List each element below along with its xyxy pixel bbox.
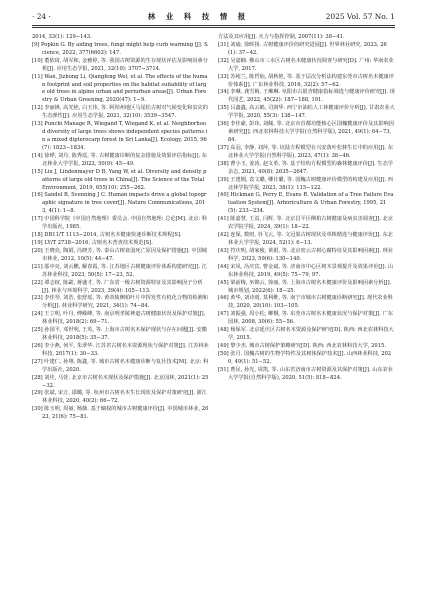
reference-entry: [46] 黄华, 刘诗雨, 莫利维, 等. 南宁市城市古树健康诊断研究[J]. 现代农业科技, 2020, 20(10): 103−105. [218, 295, 393, 310]
reference-entry: [36] 李佳豪, 彭玮, 刘佩, 等. 北京市首都功能核心区国槐健康评价及其影响因素研究[J]. 西北农林科技大学学报(自然科学版), 2021, 49(1): 64−73, 84. [218, 121, 394, 143]
reference-entry: [29] 张斌, 宋万, 邵璐, 等. 杭州市古树名木生长现状及保护对策研究[J]. 浙江林业科技, 2020, 40(2): 66−72. [32, 390, 207, 405]
reference-list-left [32, 34, 209, 422]
reference-entry: [41] 陈嘉慧, 王益, 闫辉, 等. 北京昌平区侧柏古树健康及病虫害调查[J]. 北京农学院学报, 2024, 39(1): 18−22. [218, 216, 393, 231]
reference-entry: [39] 王建刚, 袁文璐, 卿仕璐, 等. 国槐古树健康评价模型的构建及应用[J]. 西北林学院学报, 2023, 38(1): 115−122. [218, 176, 393, 191]
reference-entry: [12] 李丽锋, 高光艳, 白玉伟, 等. 阿坝州地区马尾松古树对气候变化和虫灾的生态弹性[J]. 应用生态学报, 2021, 32(10): 3539−3547. [32, 105, 208, 120]
header-rule-thick [32, 25, 395, 26]
reference-entry: [47] 刘振强, 周小松, 柳桐, 等. 东莞市古树名木健康状况与保护对策[J]. 广东园林, 2008, 30(6): 55−56. [218, 311, 393, 326]
reference-entry: [15] Liu J, Lindenmayer D B, Yang W, et al. Diversity and density patterns of large old trees in China[J]. The Science of the Total Environment, 2019, 655(10): 255−262. [32, 168, 207, 191]
reference-entry: [13] Punchi Manage R, Wiegand T, Wiegand K, et al. Neighborhood diversity of large trees shows independent species patterns in a mixed dipterocarp forest in Sri Lanka[J]. Ecology, 2015, 96(7): 1823−1834. [32, 121, 208, 151]
reference-entry: [14] 徐烨, 刘丹, 陈秀瑶, 等. 古树健康诊断的复杂措施及效果评估指标[J]. 东北林业大学学报, 2022, 50(9): 45−49. [32, 152, 207, 167]
reference-entry: [10] 董依琦, 胡军和, 金雅婷, 等. 我国古树资源的生存现状评估及影响因素分析[J]. 应用生态学报, 2021, 32(10): 3707−3714. [32, 57, 208, 72]
reference-entry: [42] 连保, 数财, 谷飞云, 等. 文冠果古树现状及单株精选与健康评价[J]. 东北林业大学学报, 2024, 52(1): 6−13. [218, 232, 393, 246]
reference-entry: [51] 曹民, 孙光, 周凯, 等. 山东省济南市古树资源及其保护对策[J]. 山东农业大学学报(自然科学版), 2020, 51(5): 818−824. [218, 366, 393, 381]
reference-entry: [19] LY/T 2738−2016, 古树名木普查技术规范[S]. [32, 239, 153, 246]
reference-entry: [30] 陈玉明, 周丽, 杨薇. 基于熵权的城市古树健康评价[J]. 中国城市林业, 2023, 21(6): 75−81. [32, 406, 209, 421]
reference-entry: [27] 叶建仁, 孙翔, 陈鑫, 等. 城市古树名木健康诊断与复壮技术[M]. 北京: 科学出版社, 2020. [32, 358, 209, 373]
reference-entry: [17] 中国科学院《中国自然地理》委员会. 中国自然地理: 总论[M]. 北京: 科学出版社, 1985. [32, 216, 208, 231]
reference-entry: [22] 谭志权, 陈勐, 蒋盛才, 等. 广东省一级古树资源特征及其影响因子分析[J]. 林业与环境科学, 2023, 39(4): 105−113. [32, 279, 203, 294]
reference-entry: [11] Wan, Jizhong Li, Qiangfeng Wei, et al. The effects of the human footprint and soil properties on the habitat suitability of large old trees in alpine urban and periurban areas[J]. Urban Forestry & Urban Greening, 2020(47): 1−9. [32, 73, 208, 104]
reference-entry: [37] 高羽, 李静, 刘萍, 等. 坑陆方程模型在兴安落叶松林生长中的应用[J]. 东北林业大学学报(自然科学版), 2023, 47(1): 38−46. [218, 144, 393, 159]
reference-list-right [218, 34, 395, 383]
journal-title: 林 业 科 技 情 报 [147, 11, 250, 21]
reference-entry: [45] 梁前梅, 巫锦云, 徐丽, 等. 上海市古树名木健康评价及影响因素分析[J]. 城市规划, 2022(6): 18−25. [218, 279, 392, 294]
reference-entry: 方法及其应用[J]. 火力与指挥控制, 2007(11): 38−41. [218, 34, 345, 40]
reference-entry: [9] Popkin G. By aiding trees, fungi might help curb warming [J]. Science, 2022, 377(6602): 147. [32, 41, 208, 56]
reference-entry: [26] 李小燕, 何平, 朱翠华. 江苏省古树名木资源现状与保护对策[J]. 江苏林业科技, 2017(1): 30−33. [32, 342, 209, 357]
reference-entry: [23] 李佳琴, 刘浩, 张舒瑶, 等. 黄帝陵侧柏叶片中挥发性有机化合物的检测和分析[J]. 林业科学研究, 2021, 34(1): 74−84. [32, 295, 208, 310]
reference-entry: [43] 符庆明, 胡家俊, 黄娟, 等. 北京密云古树心腐特征及其影响因素[J]. 林业科学, 2023, 59(6): 130−140. [218, 247, 393, 262]
reference-entry: [40] Hickman G, Perry E, Evans R. Validation of a Tree Failure Evaluation System[J]. Arboriculture & Urban Forestry, 1995, 21(5): 233−234. [218, 192, 394, 215]
header-rule-thin [32, 27, 395, 28]
reference-entry: [35] 吕鑫鑫, 高云鹤, 司润华. 西宁市油松人工林健康评价分析[J]. 甘肃农业大学学报, 2020, 55(3): 138−147. [218, 105, 395, 120]
reference-entry: [44] 宋凤, 冯庆宾, 曹金斌, 等. 济南市中心区树木景观提升及效果评价[J]. 山东林业科技, 2019, 49(5): 75−79, 97. [218, 263, 393, 278]
volume-info: 2025 Vol. 57 No. 1 [325, 11, 395, 21]
reference-entry: [24] 王立明, 叶丹, 傅嵘峰, 等. 南京明孝陵神道古树健康状况及保护对策[J]. 林业科技, 2018(2): 69−71. [32, 311, 206, 326]
reference-entry: [32] 吴嘉楠. 佛山市三水区古树名木健康状况调查与研究[D]. 广州: 华南农业大学, 2017. [218, 57, 394, 72]
reference-entry: [16] Sandel B, Svenning J C. Human impacts drive a global topographic signature in tree cover[J]. Nature Communications, 2013, 4(1): 1−8. [32, 192, 207, 215]
reference-entry: [49] 黎少杰. 城市古树保护策略研究[D]. 陕西: 西北农林科技大学, 2015. [218, 342, 386, 349]
reference-entry: [38] 曹小玉, 姜涛, 赵文革, 等. 基于结构方程模型的森林健康评价[J]. 生态学杂志, 2021, 40(8): 2635−2647. [218, 160, 393, 175]
running-header [32, 8, 395, 24]
reference-entry: [31] 刘瑜, 徐晖扬. 古树健康评价的研究进展[J]. 世界林业研究, 2023, 26(1): 37−42. [218, 41, 387, 56]
page-number: · 24 · [32, 11, 51, 21]
reference-entry: [48] 杨保军. 北京延庆区古树名木资源及保护研究[D]. 陕西: 西北农林科技大学, 2015. [218, 327, 394, 342]
reference-entry: [21] 邬中亮, 刘云鹏, 解春霞, 等. 江苏地区古树健康评价体系构建研究[J]. 江苏林业科技, 2023, 50(5): 17−23, 52. [32, 263, 207, 278]
reference-entry: [18] DB11/T 1113−2014, 古树名木健康快速诊断技术规程[S]. [32, 232, 182, 239]
reference-entry: [20] 王晓亮, 陶娟, 冯晓芳, 等. 泰山古树衰弱死亡原因及保护措施[J]. 中国城市林业, 2012, 10(5): 44−47. [32, 247, 207, 262]
reference-entry: 2014, 33(1): 129−143. [32, 34, 92, 40]
reference-entry: [33] 苏纯兰, 陈哲灿, 胡秋艳, 等. 基于层次分析法构建东莞市古树名木健康评价体系[J]. 广东林业科技, 2016, 32(2): 57−62. [218, 73, 394, 88]
reference-entry: [25] 孙国平, 邓世明, 王英, 等. 上海市古树名木保护现状与存在问题[J]. 安徽林业科技, 2018(5): 35−37. [32, 327, 207, 342]
reference-entry: [34] 李琳, 龚雪梅, 王琳琳. 阜阳市古银杏健康指标筛选与健康评价研究[J]. 现代园艺, 2022, 45(22): 187−188, 191. [218, 89, 395, 104]
reference-entry: [50] 张月. 国槐古树的生物学特性及其树体保护技术[J]. 山西林业科技, 2020, 49(1): 51−52. [218, 350, 392, 365]
reference-entry: [28] 刘佳, 马萱. 北京市古树名木现状及保护措施[J]. 北京园林, 2021(1): 25−32. [32, 374, 209, 389]
